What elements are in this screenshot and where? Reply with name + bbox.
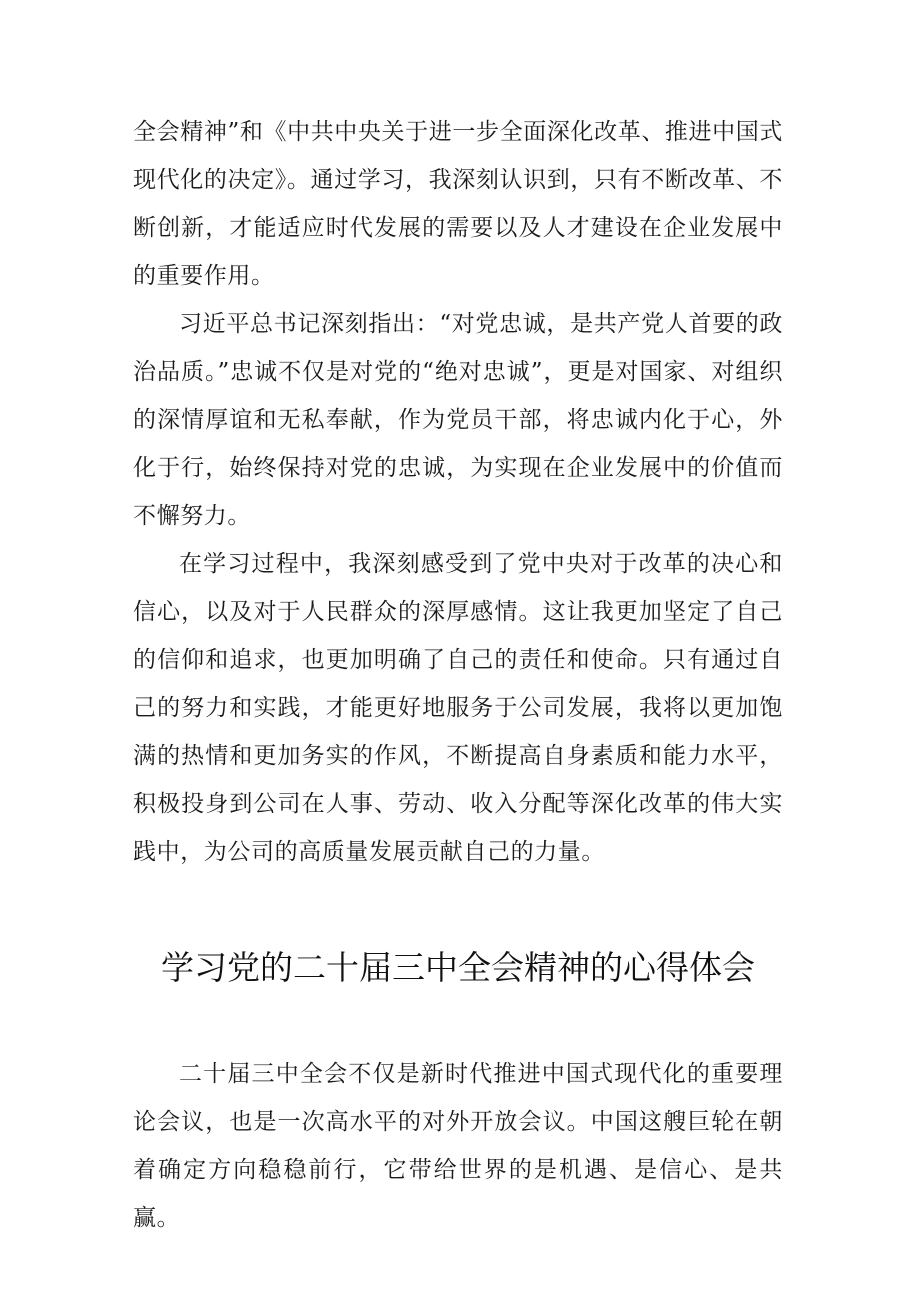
paragraph-continued: 全会精神”和《中共中央关于进一步全面深化改革、推进中国式现代化的决定》。通过学习，我深刻认识到，只有不断改革、不断创新，才能适应时代发展的需要以及人才建设在企业发展中的重要作用。 bbox=[133, 119, 783, 289]
section-title: 学习党的二十届三中全会精神的心得体会 bbox=[161, 948, 755, 987]
paragraph-plenum-intro: 二十届三中全会不仅是新时代推进中国式现代化的重要理论会议，也是一次高水平的对外开放会议。中国这艘巨轮在朝着确定方向稳稳前行，它带给世界的是机遇、是信心、是共赢。 bbox=[133, 1061, 783, 1231]
paragraph-reform-reflection: 在学习过程中，我深刻感受到了党中央对于改革的决心和信心，以及对于人民群众的深厚感情。这让我更加坚定了自己的信仰和追求，也更加明确了自己的责任和使命。只有通过自己的努力和实践，才能更好地服务于公司发展，我将以更加饱满的热情和更加务实的作风，不断提高自身素质和能力水平，积极投身到公司在人事、劳动、收入分配等深化改革的伟大实践中，为公司的高质量发展贡献自己的力量。 bbox=[133, 551, 783, 865]
document-body bbox=[133, 108, 783, 1242]
paragraph-loyalty: 习近平总书记深刻指出：“对党忠诚，是共产党人首要的政治品质。”忠诚不仅是对党的“绝对忠诚”，更是对国家、对组织的深情厚谊和无私奉献，作为党员干部，将忠诚内化于心，外化于行，始终保持对党的忠诚，为实现在企业发展中的价值而不懈努力。 bbox=[133, 311, 783, 529]
